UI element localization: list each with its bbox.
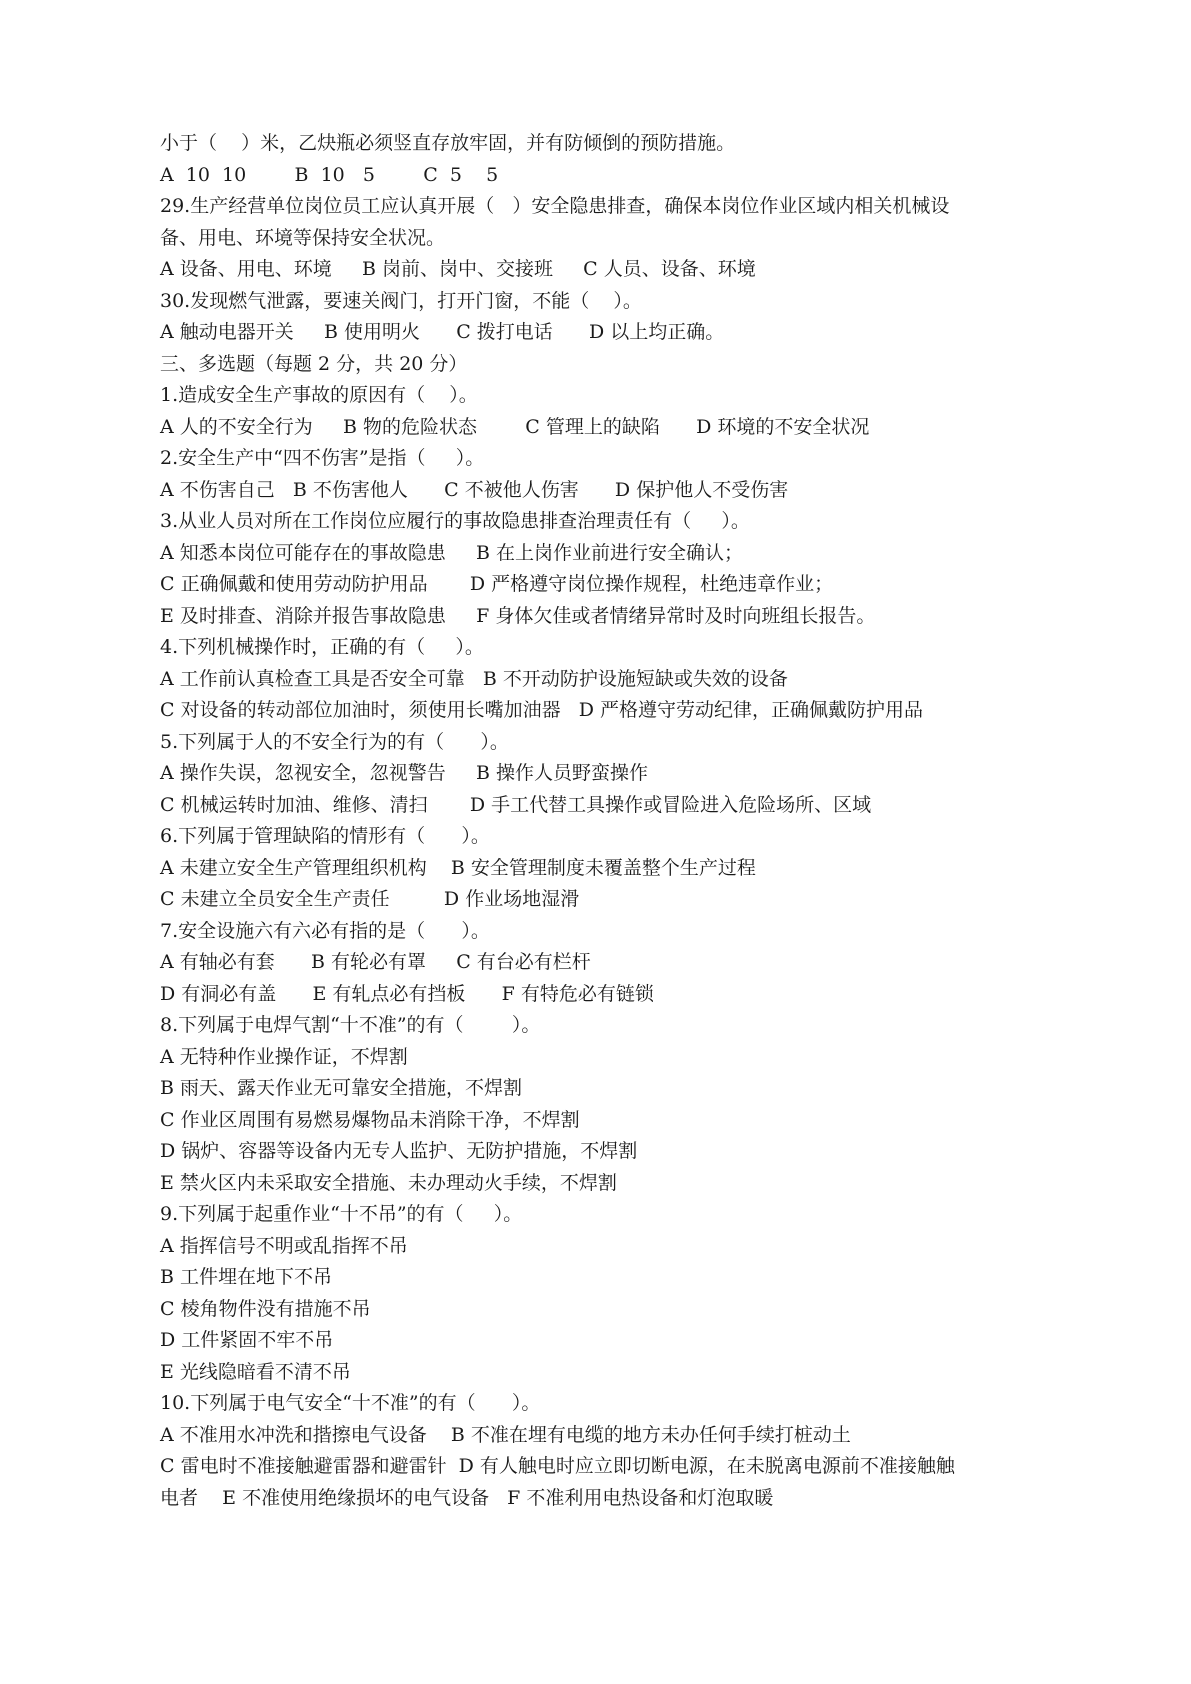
text-line: A 工作前认真检查工具是否安全可靠 B 不开动防护设施短缺或失效的设备 bbox=[160, 667, 788, 690]
text-line: D 锅炉、容器等设备内无专人监护、无防护措施，不焊割 bbox=[160, 1140, 638, 1162]
text-line: D 工件紧固不牢不吊 bbox=[160, 1329, 334, 1351]
text-line: C 对设备的转动部位加油时，须使用长嘴加油器 D 严格遵守劳动纪律，正确佩戴防护用品 bbox=[160, 699, 923, 721]
text-line: A 设备、用电、环境 B 岗前、岗中、交接班 C 人员、设备、环境 bbox=[160, 258, 756, 280]
text-line: B 工件埋在地下不吊 bbox=[160, 1266, 333, 1288]
text-line: 4.下列机械操作时，正确的有（ ）。 bbox=[160, 636, 484, 658]
text-line: B 雨天、露天作业无可靠安全措施，不焊割 bbox=[160, 1077, 523, 1099]
text-line: A 知悉本岗位可能存在的事故隐患 B 在上岗作业前进行安全确认； bbox=[160, 541, 743, 564]
text-line: A 无特种作业操作证，不焊割 bbox=[160, 1045, 408, 1068]
text-line: 电者 E 不准使用绝缘损坏的电气设备 F 不准利用电热设备和灯泡取暖 bbox=[160, 1486, 774, 1509]
text-line: 9.下列属于起重作业“十不吊”的有（ ）。 bbox=[160, 1203, 523, 1225]
text-line: E 及时排查、消除并报告事故隐患 F 身体欠佳或者情绪异常时及时向班组长报告。 bbox=[160, 604, 876, 627]
text-line: A 触动电器开关 B 使用明火 C 拨打电话 D 以上均正确。 bbox=[160, 321, 725, 343]
text-line: D 有洞必有盖 E 有轧点必有挡板 F 有特危必有链锁 bbox=[160, 982, 654, 1005]
text-line: 6.下列属于管理缺陷的情形有（ ）。 bbox=[160, 825, 490, 847]
text-line: 29.生产经营单位岗位员工应认真开展（ ）安全隐患排查，确保本岗位作业区域内相关机械设 bbox=[160, 195, 950, 217]
text-line: 10.下列属于电气安全“十不准”的有（ ）。 bbox=[160, 1392, 541, 1414]
text-line: A 指挥信号不明或乱指挥不吊 bbox=[160, 1234, 408, 1257]
text-line: 2.安全生产中“四不伤害”是指（ ）。 bbox=[160, 447, 485, 469]
text-line: 8.下列属于电焊气割“十不准”的有（ ）。 bbox=[160, 1014, 541, 1036]
text-line: A 未建立安全生产管理组织机构 B 安全管理制度未覆盖整个生产过程 bbox=[160, 856, 756, 879]
text-line: 3.从业人员对所在工作岗位应履行的事故隐患排查治理责任有（ ）。 bbox=[160, 510, 750, 532]
text-line: A 10 10 B 10 5 C 5 5 bbox=[160, 163, 499, 186]
text-line: 1.造成安全生产事故的原因有（ ）。 bbox=[160, 384, 478, 406]
text-line: A 不准用水冲洗和揩擦电气设备 B 不准在埋有电缆的地方未办任何手续打桩动土 bbox=[160, 1423, 851, 1446]
text-line: A 人的不安全行为 B 物的危险状态 C 管理上的缺陷 D 环境的不安全状况 bbox=[160, 415, 870, 438]
text-line: 7.安全设施六有六必有指的是（ ）。 bbox=[160, 919, 490, 942]
text-line: C 未建立全员安全生产责任 D 作业场地湿滑 bbox=[160, 888, 580, 910]
text-line: C 正确佩戴和使用劳动防护用品 D 严格遵守岗位操作规程，杜绝违章作业； bbox=[160, 573, 834, 595]
text-line: C 作业区周围有易燃易爆物品未消除干净，不焊割 bbox=[160, 1108, 580, 1131]
text-line: E 光线隐暗看不清不吊 bbox=[160, 1360, 351, 1383]
text-line: A 操作失误，忽视安全，忽视警告 B 操作人员野蛮操作 bbox=[160, 762, 648, 784]
text-line: A 不伤害自己 B 不伤害他人 C 不被他人伤害 D 保护他人不受伤害 bbox=[160, 478, 789, 501]
question-list bbox=[160, 128, 1080, 1514]
text-line: 备、用电、环境等保持安全状况。 bbox=[160, 226, 446, 249]
section-heading: 三、多选题（每题 2 分，共 20 分） bbox=[160, 352, 468, 375]
text-line: 5.下列属于人的不安全行为的有（ ）。 bbox=[160, 730, 509, 753]
text-line: 小于（ ）米，乙炔瓶必须竖直存放牢固，并有防倾倒的预防措施。 bbox=[160, 132, 736, 154]
text-line: C 棱角物件没有措施不吊 bbox=[160, 1297, 371, 1320]
text-line: E 禁火区内未采取安全措施、未办理动火手续，不焊割 bbox=[160, 1171, 617, 1194]
text-line: C 机械运转时加油、维修、清扫 D 手工代替工具操作或冒险进入危险场所、区域 bbox=[160, 793, 872, 816]
text-line: C 雷电时不准接触避雷器和避雷针 D 有人触电时应立即切断电源，在未脱离电源前不准接触触 bbox=[160, 1455, 955, 1477]
text-line: 30.发现燃气泄露，要速关阀门，打开门窗，不能（ ）。 bbox=[160, 289, 642, 312]
text-line: A 有轴必有套 B 有轮必有罩 C 有台必有栏杆 bbox=[160, 951, 591, 973]
